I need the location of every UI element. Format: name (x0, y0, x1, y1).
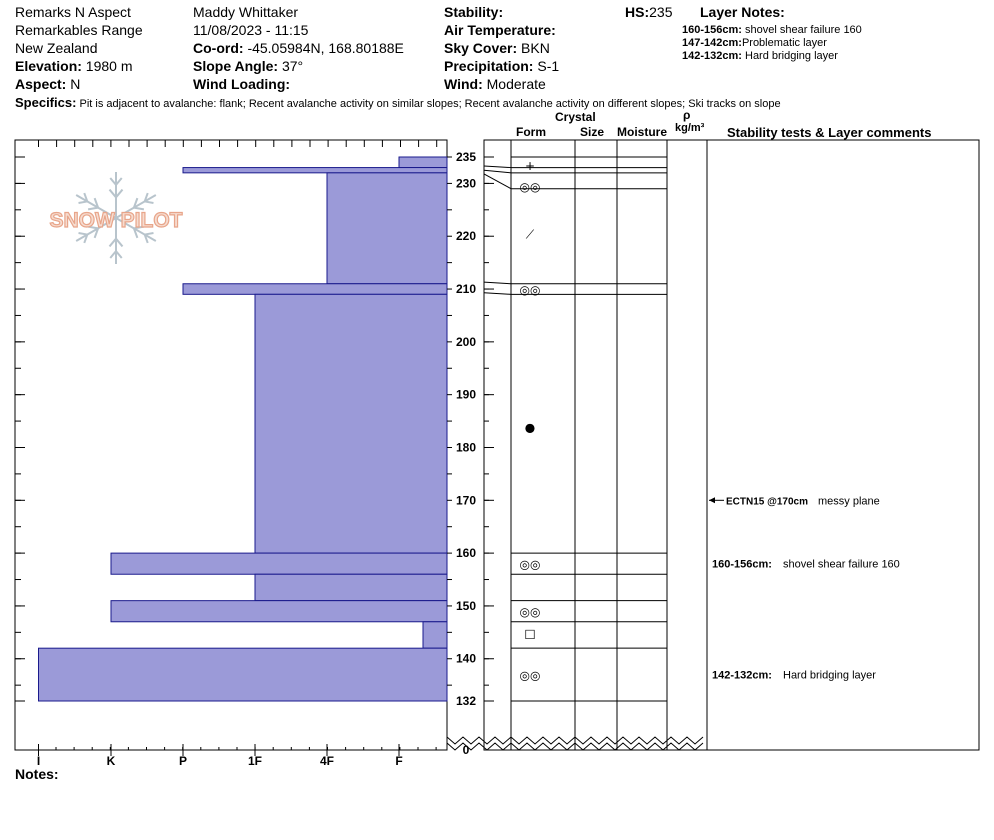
wind-label: Wind: (444, 76, 483, 92)
layer-comment-range: 142-132cm: (712, 669, 772, 682)
layer-connector (484, 174, 511, 189)
grain-form-symbol: ◎◎ (519, 668, 541, 683)
observer-name: Maddy Whittaker (193, 4, 299, 20)
depth-tick-label: 230 (455, 176, 477, 191)
rho-header: ρ (683, 108, 691, 122)
layer-connector (484, 170, 511, 173)
hs-value: 235 (649, 4, 673, 20)
notes-label: Notes: (15, 766, 59, 782)
layer-note-text: Hard bridging layer (745, 50, 838, 62)
depth-tick-label: 160 (455, 546, 477, 561)
wind-loading-label: Wind Loading: (193, 76, 291, 92)
hardness-bar (327, 173, 447, 284)
country-name: New Zealand (15, 40, 98, 56)
layer-note-range: 160-156cm: (682, 24, 742, 36)
grain-form-symbol: ◎◎ (519, 557, 541, 572)
specifics-value: Pit is adjacent to avalanche: flank; Recent avalanche activity on similar slopes; Recent avalanche activity on different slopes; Ski tracks on slope (79, 98, 781, 110)
depth-tick-label: 150 (455, 598, 477, 613)
stability-test-label: ECTN15 @170cm (726, 496, 809, 508)
precipitation-value: S-1 (537, 58, 560, 74)
depth-tick-label: 170 (455, 493, 477, 508)
air-temp-label: Air Temperature: (444, 22, 556, 38)
size-header: Size (580, 125, 605, 139)
hardness-bar (183, 284, 447, 295)
depth-tick-label: 220 (455, 229, 477, 244)
hardness-tick-label: 4F (319, 754, 335, 768)
layer-comment-text: shovel shear failure 160 (783, 558, 900, 571)
layer-note-range: 142-132cm: (682, 50, 742, 62)
specifics-label: Specifics: (15, 95, 77, 110)
hardness-tick-label: I (36, 754, 41, 768)
flake-branch (79, 201, 88, 203)
precipitation-label: Precipitation: (444, 58, 534, 74)
grain-form-symbol: ⟋ (525, 227, 535, 242)
snowpilot-logo (50, 172, 183, 264)
hardness-bar (111, 601, 447, 622)
aspect-label: Aspect: (15, 76, 67, 92)
hardness-bar (255, 294, 447, 553)
stability-label: Stability: (444, 4, 504, 20)
sky-cover-value: BKN (521, 40, 550, 56)
depth-tick-label: 132 (455, 694, 477, 708)
slope-value: 37° (281, 58, 304, 74)
hardness-bar (423, 622, 447, 648)
layer-frame (484, 140, 979, 750)
layer-note-range: 147-142cm: (682, 37, 742, 49)
depth-tick-label: 0 (462, 743, 470, 757)
hardness-bar (183, 168, 447, 173)
depth-tick-label: 140 (455, 651, 477, 666)
hardness-bar (111, 553, 447, 574)
elevation-value: 1980 m (85, 58, 133, 74)
aspect-value: N (70, 76, 81, 92)
depth-tick-label: 210 (455, 282, 477, 297)
logo-text: SNOW PILOT (49, 209, 183, 232)
hs-label: HS: (625, 4, 650, 20)
elevation-label: Elevation: (15, 58, 82, 74)
grain-form-symbol: ◎◎ (519, 283, 541, 298)
layer-note-text: Problematic layer (741, 37, 827, 49)
observation-datetime: 11/08/2023 - 11:15 (193, 22, 309, 38)
grain-form-symbol: ◎◎ (519, 180, 541, 195)
grain-form-symbol: □ (524, 626, 536, 641)
depth-tick-label: 190 (455, 387, 477, 402)
layer-comment-text: Hard bridging layer (783, 669, 876, 682)
hardness-bar (399, 157, 447, 168)
depth-tick-label: 235 (455, 150, 477, 164)
layer-notes-title: Layer Notes: (700, 4, 785, 20)
hardness-tick-label: K (106, 754, 116, 768)
hardness-bar (39, 648, 448, 701)
density-unit-header: kg/m³ (675, 122, 705, 134)
layer-connector (484, 166, 511, 168)
wind-value: Moderate (486, 76, 546, 92)
layer-comment-range: 160-156cm: (712, 558, 772, 571)
crystal-header: Crystal (555, 110, 596, 124)
location-name: Remarks N Aspect (15, 4, 131, 20)
hardness-tick-label: F (395, 754, 403, 768)
hardness-tick-label: P (178, 754, 188, 768)
form-header: Form (516, 125, 546, 139)
depth-tick-label: 200 (455, 334, 477, 349)
coord-value: -45.05984N, 168.80188E (247, 40, 404, 56)
coord-label: Co-ord: (193, 40, 244, 56)
layer-connector (484, 293, 511, 295)
stability-test-comment: messy plane (818, 495, 880, 508)
flake-branch (145, 233, 154, 235)
layer-connector (484, 282, 511, 284)
moisture-header: Moisture (617, 125, 668, 139)
hardness-tick-label: 1F (247, 754, 263, 768)
slope-label: Slope Angle: (193, 58, 279, 74)
grain-form-symbol: ◎◎ (519, 605, 541, 620)
flake-branch (145, 201, 154, 203)
flake-branch (79, 233, 88, 235)
grain-form-symbol: + (524, 158, 536, 173)
sky-cover-label: Sky Cover: (444, 40, 518, 56)
arrow-head (709, 497, 715, 503)
layer-note-text: shovel shear failure 160 (745, 24, 862, 36)
range-name: Remarkables Range (15, 22, 143, 38)
grain-form-symbol: ● (524, 420, 536, 435)
stability-comments-header: Stability tests & Layer comments (727, 125, 932, 140)
depth-tick-label: 180 (455, 440, 477, 455)
hardness-bar (255, 574, 447, 600)
